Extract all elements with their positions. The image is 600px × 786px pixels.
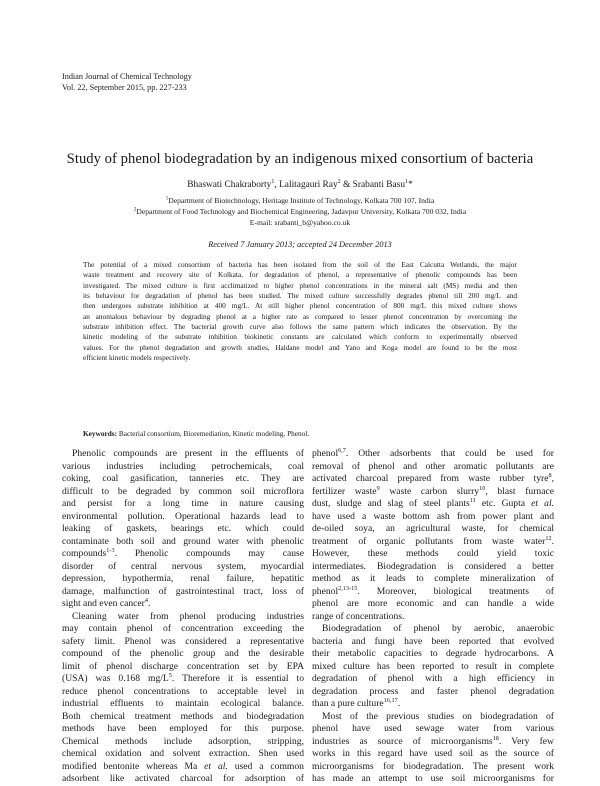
citation: 9 — [376, 484, 380, 492]
body-line: phenol$^{2,13-15}$. Moreover, biological treatments of — [312, 584, 554, 597]
body-line: Chemical methods include adsorption, stripping, — [62, 735, 304, 747]
body-line: degradation of phenol with a high efficiency in — [312, 673, 554, 684]
body-line: and persist for a long time in nature causing — [62, 498, 304, 509]
abstract-line: investigated. The mixed culture is first acclimatized to higher phenol concentrations in the mineral salt (MS) media and then — [83, 280, 517, 290]
author-email: E-mail: srabanti_b@yahoo.co.uk — [249, 218, 351, 227]
body-line: (USA) was 0.168 $mg/L^5$. Therefore it is essential to — [62, 671, 304, 684]
body-column-left — [62, 448, 304, 786]
keywords — [83, 429, 309, 438]
abstract-line: substrate inhibition effect. The bacterial growth curve also follows the same pattern which indicates the observation. By the — [83, 322, 517, 332]
body-line: limit of phenol discharge concentration set by EPA — [62, 660, 304, 672]
abstract — [83, 260, 517, 363]
journal-header — [62, 71, 192, 93]
body-line: activated charcoal prepared from waste rubber tyre$^8$, — [312, 471, 554, 484]
body-line: However, these methods could yield toxic — [312, 548, 554, 559]
body-line: de-oiled soya, an agricultural waste, for chemical — [312, 523, 554, 534]
abstract-line: efficient kinetic models respectively. — [83, 353, 191, 363]
body-line: have used a waste bottom ash from power plant and — [312, 510, 554, 522]
author-name: Bhaswati Chakraborty — [187, 180, 272, 190]
body-line: degradation process and faster phenol degradation — [312, 685, 554, 697]
abstract-line: waste treatment and recovery site of Kolkata, for degradation of phenol, a representative of phenolic compounds has been — [83, 270, 517, 280]
body-line: bacteria and fungi have been reported that evolved — [312, 635, 554, 647]
body-line: removal of phenol and other aromatic pollutants are — [312, 460, 554, 472]
body-line: fertilizer waste$^9$ waste carbon slurry$^{10}$, blast furnace — [312, 484, 554, 497]
paper-title: Study of phenol biodegradation by an indigenous mixed consortium of bacteria — [66, 151, 534, 167]
abstract-line: values. For the phenol degradation and growth studies, Haldane model and Yano and Koga model are found to be the most — [83, 342, 517, 352]
body-line: compound of the phenolic group and the desirable — [62, 648, 304, 659]
body-line: their metabolic capacities to degrade hydrocarbons. A — [312, 648, 554, 659]
body-line: adsorbent like activated charcoal for adsorption of — [62, 773, 304, 784]
body-line: industrial effluents to maintain ecological balance. — [62, 698, 304, 709]
citation: 1-3 — [106, 546, 115, 554]
body-line: modified bentonite whereas Ma et al. used a common — [62, 760, 304, 772]
abstract-line: kinetic modeling of the substrate inhibition biokinetic constants are calculated which conform to experimentally observed — [83, 332, 517, 342]
body-line: methods have been employed for this purpose. — [62, 723, 304, 734]
body-line: difficult to be degraded by common soil microflora — [62, 485, 304, 497]
citation: 4 — [144, 596, 148, 604]
body-line: environmental pollution. Operational hazards lead to — [62, 510, 304, 522]
citation: 18 — [492, 734, 499, 742]
citation: 5 — [168, 671, 172, 679]
citation: 2,13-15 — [338, 584, 358, 592]
body-line: Phenolic compounds are present in the effluents of — [72, 448, 304, 459]
citation: 16,17 — [383, 696, 398, 704]
affiliation-2: $^2$Department of Food Technology and Biochemical Engineering, Jadavpur University, Kolkata 700 032, India — [133, 207, 467, 216]
body-line: sight and even cancer$^4$. — [62, 596, 151, 609]
abstract-line: then undergoes substrate inhibition at 400 mg/L. At still higher phenol concentration of 800 mg/L this mixed culture shows — [83, 301, 517, 311]
body-line: has made an attempt to use soil microorganisms for — [312, 773, 554, 784]
body-line: than a pure culture$^{16,17}$. — [312, 696, 401, 709]
body-line: range of concentrations. — [312, 610, 405, 622]
body-line: Biodegradation of phenol by aerobic, anaerobic — [322, 623, 554, 634]
body-line: reduce phenol concentrations to acceptable level in — [62, 685, 304, 697]
journal-name: Indian Journal of Chemical Technology — [62, 72, 192, 81]
body-line: chemical oxidation and solvent extraction. Shen used — [62, 748, 304, 759]
citation: 6,7 — [338, 446, 346, 454]
journal-issue: Vol. 22, September 2015, pp. 227-233 — [62, 83, 187, 92]
body-line: various industries including petrochemicals, coal — [62, 460, 304, 472]
body-line: treatment of organic pollutants from waste water$^{12}$. — [312, 534, 554, 547]
keywords-label: Keywords: — [83, 429, 118, 438]
affiliation-1: $^1$Department of Biotechnology, Heritage Institute of Technology, Kolkata 700 107, India — [165, 196, 435, 205]
body-line: depression, hypothermia, renal failure, hepatitic — [62, 573, 304, 584]
body-line: safety limit. Phenol was considered a representative — [62, 635, 304, 647]
keywords-text: Bacterial consortium, Bioremediation, Kinetic modeling, Phenol. — [117, 429, 310, 438]
body-line: contaminate both soil and ground water with phenolic — [62, 535, 304, 547]
body-line: leaking of gaskets, bearings etc. which could — [62, 523, 304, 534]
abstract-line: an anomalous behaviour by degrading phenol at a higher rate as compared to lesser phenol concentration by overcoming the — [83, 311, 517, 321]
body-line: damage, malfunction of gastrointestinal tract, loss of — [62, 585, 304, 597]
body-line: intermediates. Biodegradation is considered a better — [312, 560, 554, 572]
body-line: phenol have used sewage water from various — [312, 723, 554, 734]
body-line: coking, coal gasification, tanneries etc. They are — [62, 473, 304, 484]
body-line: compounds$^{1-3}$. Phenolic compounds may cause — [62, 546, 304, 559]
citation: 12 — [545, 534, 552, 542]
body-line: works in this regard have used soil as the source of — [312, 748, 554, 759]
body-line: Cleaning water from phenol producing industries — [72, 610, 304, 622]
body-line: mixed culture has been reported to result in complete — [312, 660, 554, 672]
author-list: Bhaswati Chakraborty$^1$, Lalitagauri Ray$^2$ & Srabanti Basu$^1$* — [187, 178, 413, 190]
body-column-right — [312, 448, 554, 786]
received-dates: Received 7 January 2013; accepted 24 December 2013 — [208, 240, 392, 249]
body-line: phenol$^{6,7}$. Other adsorbents that could be used for — [312, 446, 554, 459]
citation: 10 — [479, 484, 486, 492]
body-line: microorganisms for biodegradation. The present work — [312, 760, 554, 772]
body-line: method as it leads to complete mineralization of — [312, 573, 554, 584]
body-line: disorder of central nervous system, myocardial — [62, 560, 304, 572]
body-line: phenol are more economic and can handle a wide — [312, 598, 554, 609]
body-line: Most of the previous studies on biodegradation of — [322, 710, 554, 722]
citation: 8 — [548, 471, 552, 479]
body-line: dust, sludge and slag of steel plants$^{11}$ etc. Gupta et al. — [312, 496, 555, 509]
body-line: may contain phenol of concentration exceeding the — [62, 623, 304, 634]
body-line: industries as source of microorganisms$^{18}$. Very few — [312, 734, 554, 747]
abstract-line: its behaviour for degradation of phenol has been studied. The mixed culture successfully degrades phenol till 200 mg/L and — [83, 291, 517, 301]
body-line: Both chemical treatment methods and biodegradation — [62, 710, 304, 722]
abstract-line: The potential of a mixed consortium of bacteria has been isolated from the soil of the East Calcutta Wetlands, the major — [83, 260, 517, 269]
citation: 11 — [469, 496, 476, 504]
